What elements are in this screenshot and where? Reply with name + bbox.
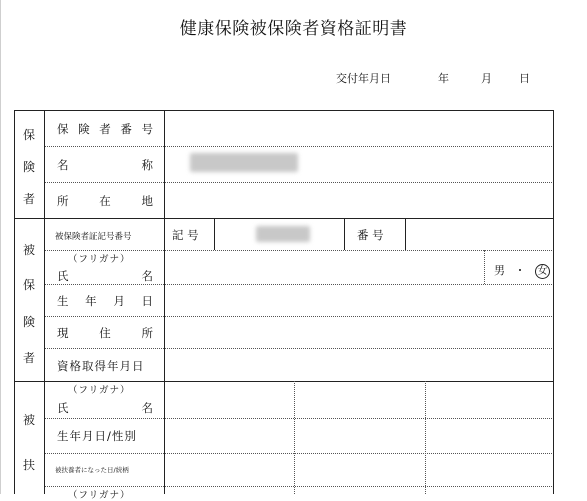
row-divider — [44, 146, 554, 147]
row-divider — [44, 284, 554, 285]
row-divider — [44, 418, 554, 419]
redacted-card-symbol — [256, 226, 310, 242]
card-number-label: 番 号 — [357, 228, 384, 242]
insured-card-number-label: 被保険者証記号番号 — [55, 232, 132, 242]
insurer-section-char: 者 — [22, 192, 35, 206]
redacted-insurer-name — [190, 153, 298, 172]
dependent-section-char: 被 — [22, 413, 35, 427]
insured-gender — [494, 262, 550, 279]
card-symbol-label: 記 号 — [172, 228, 199, 242]
insurer-section-char: 保 — [22, 128, 35, 142]
number-label-divider — [344, 218, 345, 250]
insured-section-char: 被 — [22, 243, 35, 257]
section-divider — [14, 218, 554, 219]
number-cell-divider — [405, 218, 406, 250]
insurer-name-label: 名 称 — [57, 158, 153, 172]
document-title: 健康保険被保険者資格証明書 — [179, 19, 408, 39]
gender-cell-divider — [484, 250, 485, 284]
dependent-name-label: 氏 名 — [57, 401, 153, 415]
section-label-divider — [44, 110, 45, 494]
label-column-divider — [164, 110, 165, 494]
row-divider — [44, 453, 554, 454]
row-divider — [44, 316, 554, 317]
insured-name-label: 氏 名 — [57, 269, 153, 283]
dependent-column-divider — [294, 381, 295, 494]
insurer-number-label: 保 険 者 番 号 — [57, 122, 153, 136]
dependent-section-char: 扶 — [22, 458, 35, 472]
insurer-address-label: 所 在 地 — [57, 194, 153, 208]
insured-acquired-date-label: 資格取得年月日 — [57, 359, 145, 373]
gender-male: 男 — [494, 264, 505, 277]
issue-year-label: 年 — [438, 72, 449, 85]
insured-section-char: 者 — [22, 351, 35, 365]
dependent-furigana-label-cut: （フリガナ） — [68, 490, 131, 501]
issue-day-label: 日 — [519, 72, 530, 85]
row-divider — [44, 348, 554, 349]
gender-separator: ・ — [514, 264, 526, 277]
insurer-section-char: 険 — [22, 160, 35, 174]
dependent-column-divider — [425, 381, 426, 494]
insured-birth-label: 生 年 月 日 — [57, 294, 153, 308]
gender-female-circled: 女 — [535, 264, 550, 279]
dependent-furigana-label: （フリガナ） — [68, 385, 131, 396]
row-divider — [44, 182, 554, 183]
issue-date-label: 交付年月日 — [336, 72, 391, 85]
issue-month-label: 月 — [481, 72, 492, 85]
dependent-birth-gender-label: 生年月日/性別 — [57, 429, 137, 443]
insured-furigana-label: （フリガナ） — [68, 254, 131, 265]
symbol-cell-divider — [214, 218, 215, 250]
insured-section-char: 険 — [22, 315, 35, 329]
dependent-became-date-label: 被扶養者になった日/続柄 — [55, 466, 129, 474]
insured-section-char: 保 — [22, 278, 35, 292]
insured-address-label: 現 住 所 — [57, 326, 153, 340]
form-right-border — [553, 110, 554, 494]
form-top-border — [14, 110, 554, 111]
